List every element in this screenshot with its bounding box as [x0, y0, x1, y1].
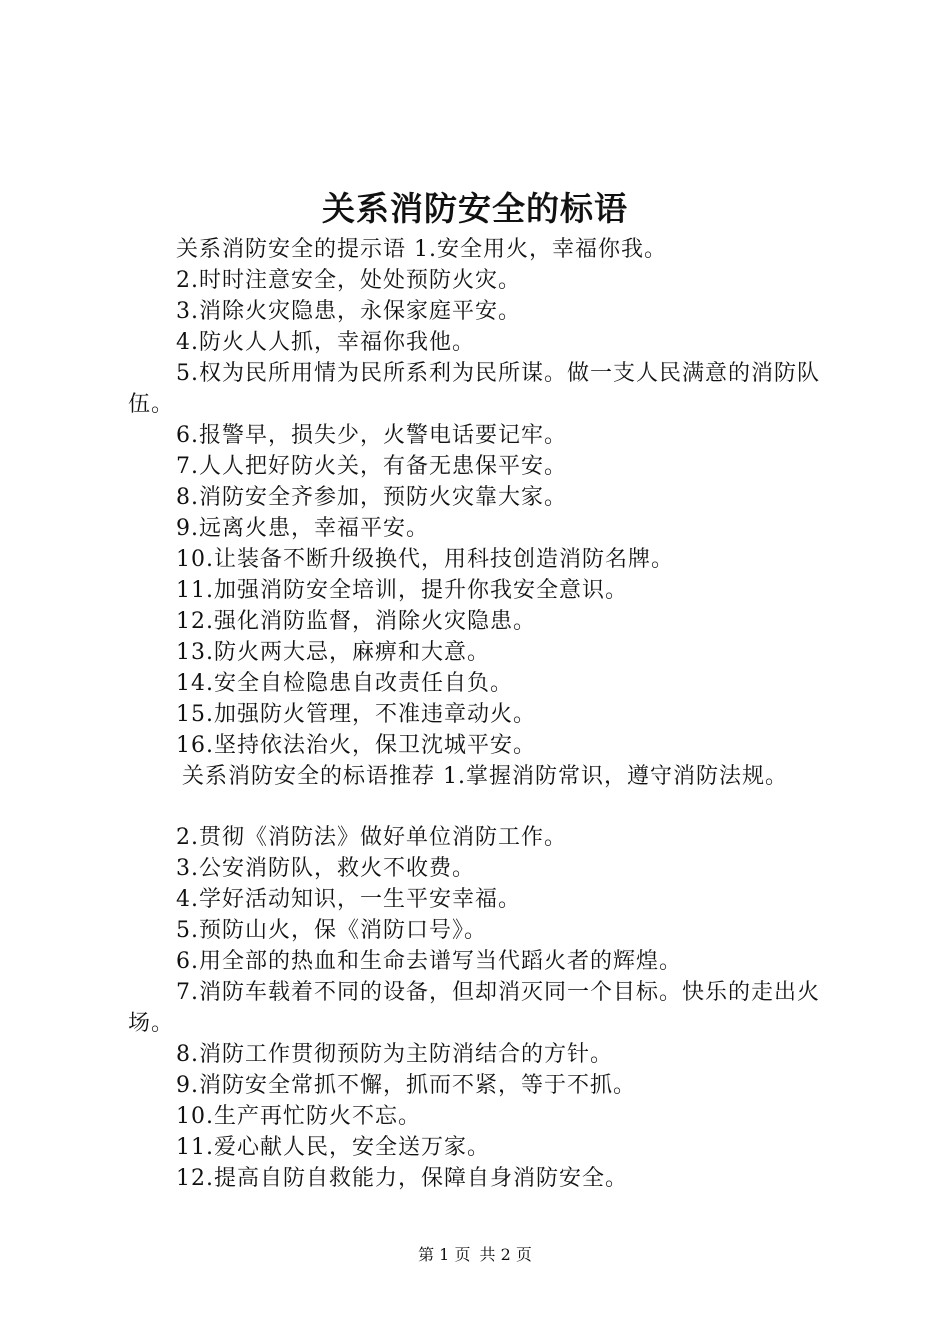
paragraph: 11.加强消防安全培训，提升你我安全意识。	[176, 578, 628, 603]
paragraph: 10.生产再忙防火不忘。	[176, 1104, 421, 1129]
paragraph: 11.爱心献人民，安全送万家。	[176, 1135, 490, 1160]
paragraph: 14.安全自检隐患自改责任自负。	[176, 671, 513, 696]
paragraph: 15.加强防火管理，不准违章动火。	[176, 702, 536, 727]
paragraph: 9.远离火患，幸福平安。	[176, 516, 429, 541]
paragraph: 关系消防安全的提示语 1.安全用火，幸福你我。	[176, 237, 667, 262]
paragraph: 4.防火人人抓，幸福你我他。	[176, 330, 475, 355]
paragraph: 10.让装备不断升级换代，用科技创造消防名牌。	[176, 547, 674, 572]
paragraph: 8.消防安全齐参加，预防火灾靠大家。	[176, 485, 567, 510]
paragraph: 13.防火两大忌，麻痹和大意。	[176, 640, 490, 665]
paragraph: 2.贯彻《消防法》做好单位消防工作。	[176, 825, 567, 850]
paragraph: 6.报警早，损失少，火警电话要记牢。	[176, 423, 567, 448]
section-intro: 关系消防安全的标语推荐 1.掌握消防常识，遵守消防法规。	[182, 764, 788, 789]
paragraph: 12.强化消防监督，消除火灾隐患。	[176, 609, 536, 634]
paragraph: 2.时时注意安全，处处预防火灾。	[176, 268, 521, 293]
document-title: 关系消防安全的标语	[322, 189, 628, 228]
paragraph: 4.学好活动知识，一生平安幸福。	[176, 887, 521, 912]
paragraph: 16.坚持依法治火，保卫沈城平安。	[176, 733, 536, 758]
paragraph: 8.消防工作贯彻预防为主防消结合的方针。	[176, 1042, 613, 1067]
paragraph: 3.公安消防队，救火不收费。	[176, 856, 475, 881]
page-footer	[0, 1243, 950, 1267]
document-body	[128, 234, 848, 1194]
paragraph: 9.消防安全常抓不懈，抓而不紧，等于不抓。	[176, 1073, 636, 1098]
page-number-total: 共 2 页	[479, 1245, 532, 1264]
paragraph: 5.权为民所用情为民所系利为民所谋。做一支人民满意的消防队伍。	[128, 361, 820, 417]
blank-line	[128, 792, 848, 822]
paragraph: 6.用全部的热血和生命去谱写当代蹈火者的辉煌。	[176, 949, 682, 974]
paragraph: 7.人人把好防火关，有备无患保平安。	[176, 454, 567, 479]
page-number-current: 第 1 页	[418, 1245, 471, 1264]
paragraph: 3.消除火灾隐患，永保家庭平安。	[176, 299, 521, 324]
paragraph: 7.消防车载着不同的设备，但却消灭同一个目标。快乐的走出火场。	[128, 980, 820, 1036]
paragraph: 12.提高自防自救能力，保障自身消防安全。	[176, 1166, 628, 1191]
paragraph: 5.预防山火，保《消防口号》。	[176, 918, 487, 943]
